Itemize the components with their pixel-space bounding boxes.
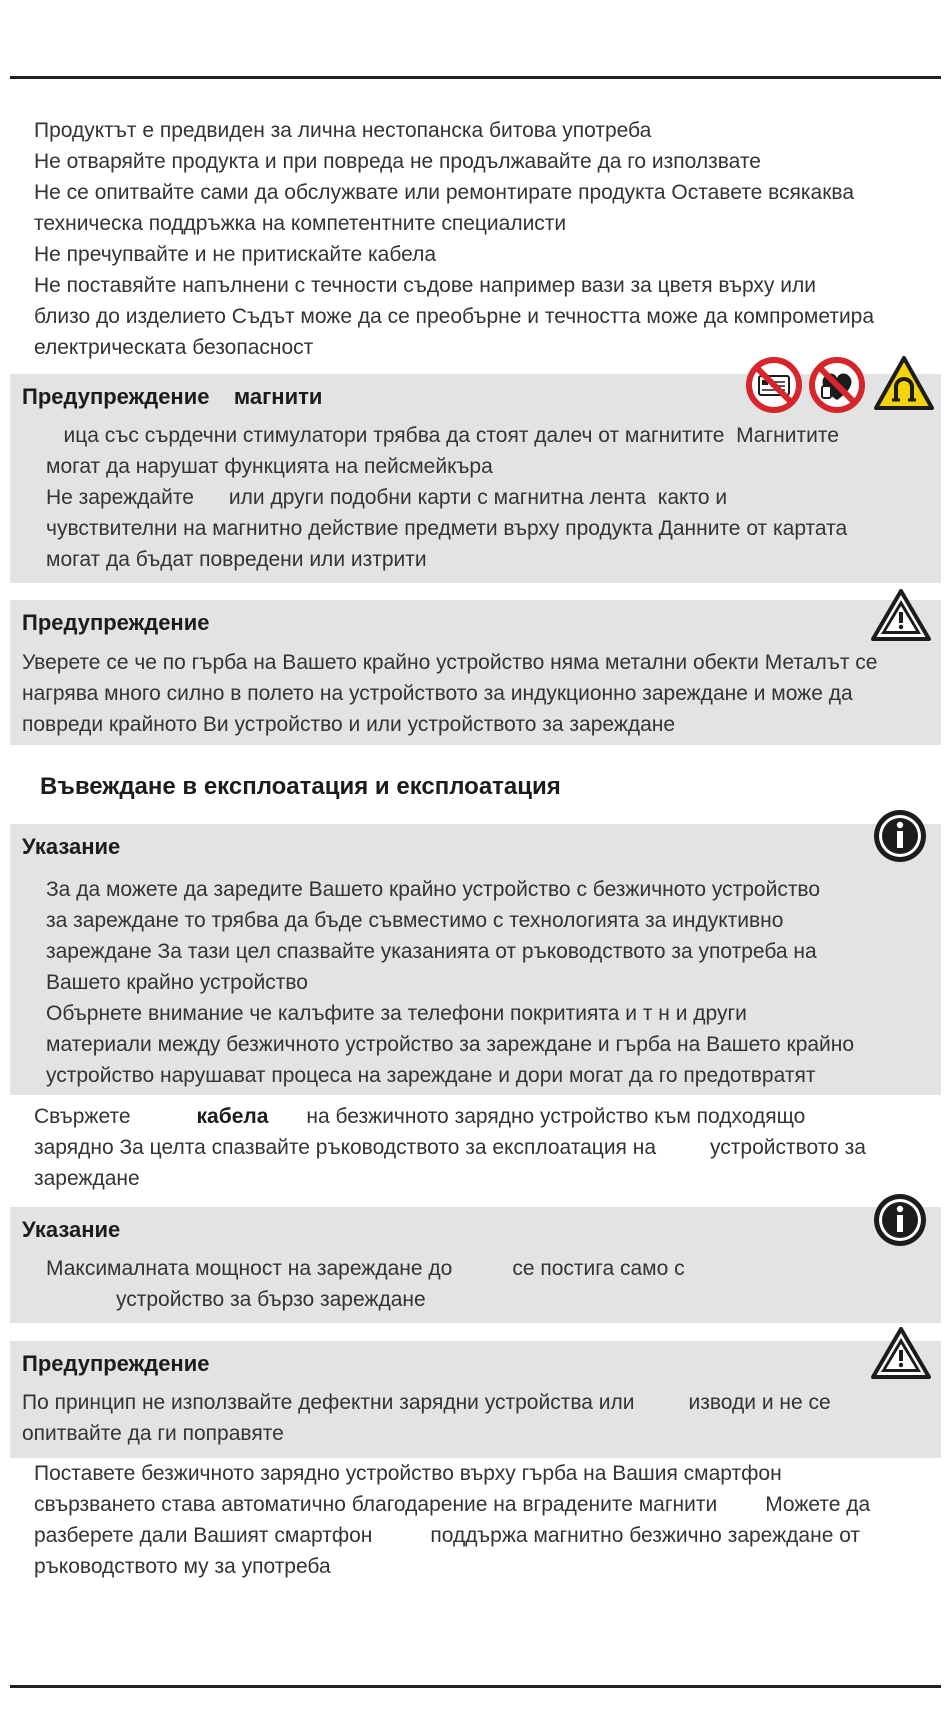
note-power-box [10, 1207, 941, 1323]
warning-line [22, 1387, 831, 1418]
connect-line [34, 1101, 866, 1132]
warning-metal-body [22, 647, 877, 740]
warning-line: Не зареждайте или други подобни карти с магнитна лента както и [46, 486, 728, 509]
place-text-b: Можете да [765, 1493, 871, 1516]
place-line: ръководството му за употреба [34, 1555, 331, 1578]
note-power-text-b: се постига само с [512, 1257, 685, 1280]
warning-line: опитвайте да ги поправяте [22, 1422, 284, 1445]
warning-line: чувствителни на магнитно действие предмети върху продукта Данните от картата [46, 517, 848, 540]
warning-line: Уверете се че по гърба на Вашето крайно устройство няма метални обекти Металът се [22, 651, 878, 674]
warning-line: ица със сърдечни стимулатори трябва да стоят далеч от магнитите Магнитите [46, 424, 839, 447]
connect-text [34, 1101, 866, 1194]
warning-defect-body [22, 1387, 831, 1449]
connect-line: зареждане [34, 1167, 140, 1190]
place-line [34, 1520, 870, 1551]
warning-metal-title: Предупреждение [22, 610, 210, 635]
no-magnetic-cards-icon [745, 356, 803, 414]
magnetic-field-warning-icon [872, 354, 936, 412]
connect-line [34, 1132, 866, 1163]
warning-triangle-icon [870, 1326, 932, 1380]
warning-line: нагрява много силно в полето на устройството за индукционно зареждане и може да [22, 682, 853, 705]
warning-line: могат да бъдат повредени или изтрити [46, 548, 427, 571]
place-text-c: разберете дали Вашият смартфон [34, 1524, 373, 1547]
warning-line: могат да нарушат функцията на пейсмейкъра [46, 455, 493, 478]
note-line: Вашето крайно устройство [46, 971, 308, 994]
note-compat-body [46, 874, 854, 1091]
intro-line: Продуктът е предвиден за лична нестопанска битова употреба [34, 119, 652, 142]
note-power-body [46, 1253, 685, 1315]
place-text [34, 1458, 870, 1582]
top-rule [10, 76, 941, 79]
intro-text [34, 115, 874, 363]
warning-defect-box [10, 1341, 941, 1458]
warning-defect-text-a: По принцип не използвайте дефектни зарядни устройства или [22, 1391, 635, 1414]
warning-magnets-body [46, 420, 847, 575]
note-compat-box [10, 824, 941, 1095]
place-text-a: свързването става автоматично благодарение на вградените магнити [34, 1493, 718, 1516]
connect-text-d: устройството за [710, 1136, 866, 1159]
connect-text-a: Свържете [34, 1105, 131, 1128]
warning-defect-text-b: изводи и не се [688, 1391, 831, 1414]
warning-line: повреди крайното Ви устройство и или устройството за зареждане [22, 713, 676, 736]
bottom-rule [10, 1685, 941, 1688]
info-circle-icon [872, 808, 928, 864]
note-line [46, 1253, 685, 1284]
warning-triangle-icon [870, 588, 932, 642]
section-heading: Въвеждане в експлоатация и експлоатация [40, 773, 561, 800]
place-line: Поставете безжичното зарядно устройство върху гърба на Вашия смартфон [34, 1462, 782, 1485]
no-pacemaker-icon [808, 356, 866, 414]
note-compat-title: Указание [22, 834, 121, 859]
note-power-text-a: Максималната мощност на зареждане до [46, 1257, 453, 1280]
note-line: За да можете да заредите Вашето крайно устройство с безжичното устройство [46, 878, 821, 901]
intro-line: Не поставяйте напълнени с течности съдове например вази за цветя върху или [34, 274, 816, 297]
note-line: устройство за бързо зареждане [116, 1288, 426, 1311]
warning-magnets-title: Предупреждение магнити [22, 384, 323, 409]
connect-text-c: зарядно За целта спазвайте ръководството за експлоатация на [34, 1136, 657, 1159]
place-line [34, 1489, 870, 1520]
connect-text-b: на безжичното зарядно устройство към подходящо [306, 1105, 806, 1128]
intro-line: Не пречупвайте и не притискайте кабела [34, 243, 437, 266]
note-line: устройство нарушават процеса на зареждане и дори могат да го предотвратят [46, 1064, 816, 1087]
note-line: зареждане За тази цел спазвайте указанията от ръководството за употреба на [46, 940, 817, 963]
intro-line: Не се опитвайте сами да обслужвате или ремонтирате продукта Оставете всякаква [34, 181, 855, 204]
info-circle-icon [872, 1192, 928, 1248]
warning-metal-box [10, 600, 941, 745]
note-power-title: Указание [22, 1217, 121, 1242]
place-text-d: поддържа магнитно безжично зареждане от [430, 1524, 861, 1547]
intro-line: близо до изделието Съдът може да се преобърне и течността може да компрометира [34, 305, 875, 328]
intro-line: електрическата безопасност [34, 336, 314, 359]
note-line: за зареждане то трябва да бъде съвместимо с технологията за индуктивно [46, 909, 784, 932]
connect-cable-label: кабела [196, 1105, 269, 1128]
note-line: Обърнете внимание че калъфите за телефони покритията и т н и други [46, 1002, 747, 1025]
intro-line: техническа поддръжка на компетентните специалисти [34, 212, 567, 235]
note-line: материали между безжичното устройство за зареждане и гърба на Вашето крайно [46, 1033, 855, 1056]
intro-line: Не отваряйте продукта и при повреда не продължавайте да го използвате [34, 150, 761, 173]
warning-defect-title: Предупреждение [22, 1351, 210, 1376]
